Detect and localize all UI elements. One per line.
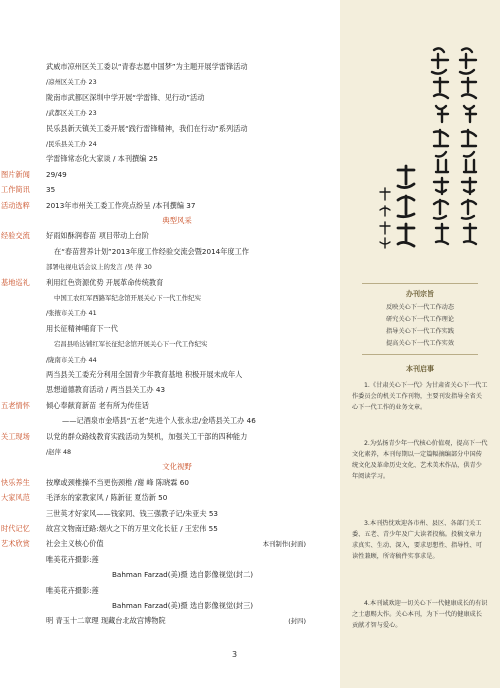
notice-paragraph: 2.为弘扬青少年一代核心价值观，提高下一代文化素养，本刊每期以一定篇幅摘编部分中国传统文化及革命历史文化、艺术美术作品，供青少年阅读学习。 xyxy=(352,440,488,480)
toc-row xyxy=(0,476,308,490)
article-entry: 以党的群众路线教育实践活动为契机，加强关工干部的四种能力 xyxy=(46,431,248,441)
purpose-item: 指导关心下一代工作实践 xyxy=(385,328,455,335)
toc-row xyxy=(0,460,308,474)
section-label: 大家风范 xyxy=(1,493,30,503)
article-entry: 陇南市武都区深圳中学开展“学雷锋、见行动”活动 xyxy=(46,92,205,102)
article-entry: 按摩或颈椎操不当更伤颈椎 /谢 峰 陈晓霖 60 xyxy=(46,477,189,487)
toc-row xyxy=(0,491,308,505)
notice-paragraph: 3.本刊热忱欢迎各市州、县区、各部门关工委、五老、青少年及广大读者投稿。投稿文章力求真实、生动、深入，要求思想性、指导性、可读性兼顾，所寄稿件实事求是。 xyxy=(352,520,482,560)
notice-paragraph: 4.本刊诚欢迎一切关心下一代健康成长的有识之士惠赐大作。关心本刊，为下一代的健康成长贡献才智与爱心。 xyxy=(352,600,488,629)
article-entry: /民乐县关工办 24 xyxy=(46,140,97,148)
divider xyxy=(362,354,478,355)
article-entry: 故宫文物南迁路:烟火之下的万里文化长征 / 王宏伟 55 xyxy=(46,524,218,533)
article-entry: 学雷锋常态化大家谈 / 本刊撰编 25 xyxy=(46,154,158,164)
article-entry: 思想道德教育活动 / 两当县关工办 43 xyxy=(46,385,166,395)
toc-row xyxy=(0,122,308,136)
toc-row xyxy=(0,60,308,74)
section-label: 五老情怀 xyxy=(1,400,30,410)
toc-row xyxy=(0,168,308,182)
article-entry: 民乐县新天镇关工委开展“践行雷锋精神，我们在行动”系列活动 xyxy=(46,123,248,133)
toc-row xyxy=(0,183,308,197)
article-entry: /陇南市关工办 44 xyxy=(46,355,97,364)
section-label: 时代记忆 xyxy=(1,524,30,533)
section-label: 关工现场 xyxy=(1,431,30,441)
entry-note: 本刊制作(封面) xyxy=(262,540,306,549)
toc-row xyxy=(0,414,308,428)
page-number: 3 xyxy=(232,650,238,659)
entry-note: (封四) xyxy=(288,617,306,626)
category-heading: 文化视野 xyxy=(162,462,192,472)
toc-row xyxy=(0,199,308,213)
article-entry: 两当县关工委充分利用全国青少年教育基地 积极开展未成年人 xyxy=(46,370,243,379)
toc-row xyxy=(0,430,308,444)
toc-row xyxy=(0,75,308,89)
purpose-item: 研究关心下一代工作理论 xyxy=(385,316,455,323)
toc-row xyxy=(0,337,308,351)
purpose-item: 提高关心下一代工作实效 xyxy=(385,340,455,347)
article-entry: /武都区关工办 23 xyxy=(46,109,97,118)
toc-row xyxy=(0,537,308,551)
toc-row xyxy=(0,214,308,228)
toc-row xyxy=(0,260,308,274)
toc-row xyxy=(0,584,308,598)
article-entry: 部署电视电话会议上的发言 /吴 萍 30 xyxy=(46,263,152,272)
article-entry: 2013年市州关工委工作亮点纷呈 /本刊撰编 37 xyxy=(46,200,196,210)
toc-row xyxy=(0,152,308,166)
toc-row xyxy=(0,91,308,105)
article-entry: 倾心奉献育新苗 老有所为传佳话 xyxy=(46,400,149,410)
toc-row xyxy=(0,322,308,336)
article-entry: 武威市凉州区关工委以“青春志愿中国梦”为主题开展学雷锋活动 xyxy=(46,62,248,71)
toc-row xyxy=(0,137,308,151)
article-entry: /赵萍 48 xyxy=(46,448,72,456)
article-entry: /张掖市关工办 41 xyxy=(46,309,97,318)
article-entry: 好雨如酥润春苗 项目带动上台阶 xyxy=(46,231,149,241)
toc-row xyxy=(0,614,308,628)
article-entry: 社会主义核心价值 xyxy=(46,539,104,549)
section-label: 基地巡礼 xyxy=(1,277,30,287)
sidebar-panel xyxy=(340,0,500,688)
toc-row xyxy=(0,106,308,120)
toc-row xyxy=(0,291,308,305)
article-entry: 29/49 xyxy=(46,169,67,179)
section-label: 工作简讯 xyxy=(1,185,30,195)
toc-row xyxy=(0,445,308,459)
toc-row xyxy=(0,229,308,243)
toc-row xyxy=(0,368,308,382)
article-entry: 用长征精神哺育下一代 xyxy=(46,323,118,333)
purpose-item: 反映关心下一代工作动态 xyxy=(385,304,455,311)
article-entry: 毛泽东的家教家风 / 陈新征 夏岱新 50 xyxy=(46,493,168,503)
section-label: 活动选粹 xyxy=(1,200,30,210)
toc-row xyxy=(0,553,308,567)
article-entry: ——记酒泉市金塔县“五老”先进个人张永忠/金塔县关工办 46 xyxy=(62,416,256,426)
article-entry: 唯美花卉摄影:莲 xyxy=(46,554,99,564)
article-entry: /凉州区关工办 23 xyxy=(46,78,97,87)
category-heading: 典型风采 xyxy=(162,216,192,225)
calligraphy-inscription xyxy=(340,20,500,275)
toc-row xyxy=(0,383,308,397)
article-entry: Bahman Farzad(美)摄 选自影像视觉(封二) xyxy=(112,570,254,580)
toc-row xyxy=(0,306,308,320)
article-entry: 35 xyxy=(46,185,56,195)
purpose-heading: 办刊宗旨 xyxy=(406,290,434,298)
section-label: 快乐养生 xyxy=(1,477,30,487)
toc-row xyxy=(0,507,308,521)
toc-row xyxy=(0,568,308,582)
article-entry: Bahman Farzad(美)摄 选自影像视觉(封三) xyxy=(112,601,254,610)
notice-heading: 本刊启事 xyxy=(406,365,434,373)
toc-row xyxy=(0,245,308,259)
toc-row xyxy=(0,522,308,536)
toc-row xyxy=(0,353,308,367)
toc-row xyxy=(0,399,308,413)
section-label: 图片新闻 xyxy=(1,169,30,179)
toc-row xyxy=(0,276,308,290)
article-entry: 三世英才好家风——钱家同、钱三强教子记/朱亚夫 53 xyxy=(46,508,218,518)
article-entry: 中国工农红军西路军纪念馆开展关心下一代工作纪实 xyxy=(54,294,201,302)
notice-paragraph: 1.《甘肃关心下一代》为甘肃省关心下一代工作委员会的机关工作刊物，主要刊发指导全省关心下一代工作的业务文章。 xyxy=(352,382,488,411)
section-label: 艺术欣赏 xyxy=(1,539,30,549)
article-entry: 宕昌县哈达铺红军长征纪念馆开展关心下一代工作纪实 xyxy=(54,340,208,349)
article-entry: 在“春苗营养计划”2013年度工作经验交流会暨2014年度工作 xyxy=(54,246,249,256)
calligraphy-image xyxy=(340,20,500,275)
section-label: 经验交流 xyxy=(1,231,30,241)
divider xyxy=(362,283,478,284)
article-entry: 明 青玉十二章理 现藏台北故宫博物院 xyxy=(46,616,166,626)
article-entry: 利用红色资源优势 开展革命传统教育 xyxy=(46,277,164,287)
toc-row xyxy=(0,599,308,613)
article-entry: 唯美花卉摄影:莲 xyxy=(46,585,99,595)
